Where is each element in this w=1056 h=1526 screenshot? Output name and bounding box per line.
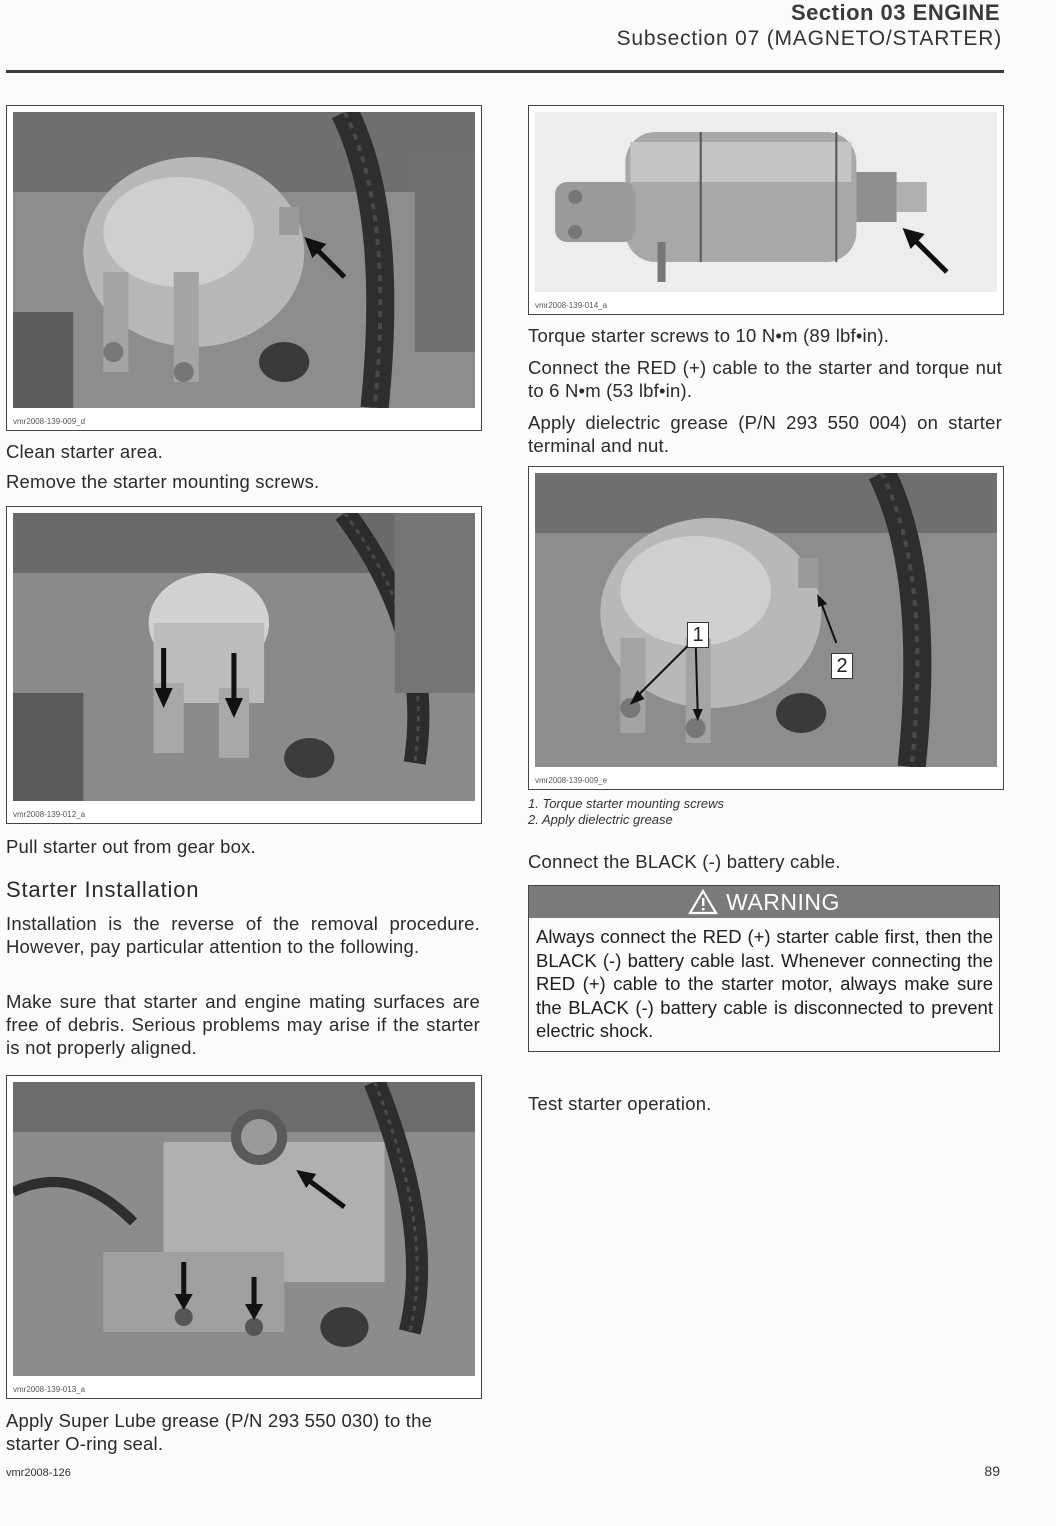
- warning-title: WARNING: [726, 888, 840, 915]
- figure-mounting-screws: [6, 506, 482, 824]
- paragraph: Connect the RED (+) cable to the starter and torque nut to 6 N•m (53 lbf•in).: [528, 357, 1002, 401]
- paragraph: Installation is the reverse of the removal procedure. However, pay particular attention to the following.: [6, 913, 480, 957]
- warning-triangle-icon: [688, 889, 718, 915]
- section-title: Section 03 ENGINE: [790, 0, 1000, 25]
- figure-id: vmr2008-139-014_a: [535, 301, 608, 310]
- legend-item-1: 1. Torque starter mounting screws: [528, 796, 725, 811]
- paragraph: Pull starter out from gear box.: [6, 836, 256, 857]
- callout-1: 1: [687, 622, 709, 648]
- warning-box: [528, 885, 1000, 1052]
- paragraph: Test starter operation.: [528, 1093, 712, 1114]
- figure-torque-callouts: [528, 466, 1004, 790]
- paragraph: Torque starter screws to 10 N•m (89 lbf•in).: [528, 325, 890, 346]
- paragraph: Make sure that starter and engine mating surfaces are free of debris. Serious problems may arise if the starter is not properly aligned.: [6, 991, 480, 1058]
- document-id: vmr2008-126: [6, 1467, 71, 1479]
- callout-2: 2: [831, 653, 853, 679]
- starter-area-photo: [13, 112, 475, 408]
- figure-id: vmr2008-139-013_a: [13, 1385, 86, 1394]
- mounting-screws-photo: [13, 513, 475, 801]
- legend-item-2: 2. Apply dielectric grease: [528, 812, 673, 827]
- section-heading: Starter Installation: [6, 877, 200, 902]
- paragraph: Apply dielectric grease (P/N 293 550 004) on starter terminal and nut.: [528, 412, 1002, 456]
- header-rule: [6, 70, 1004, 73]
- warning-text: Always connect the RED (+) starter cable first, then the BLACK (-) battery cable last. Whenever connecting the RED (+) cable to the starter motor, always make sure the BLACK (-) battery cable is disconnected to prevent electric shock.: [536, 926, 993, 1041]
- figure-id: vmr2008-139-009_e: [535, 776, 608, 785]
- figure-gearbox: [6, 1075, 482, 1399]
- starter-motor-photo: [535, 112, 997, 292]
- gearbox-photo: [13, 1082, 475, 1376]
- torque-callouts-photo: [535, 473, 997, 767]
- figure-starter-motor: [528, 105, 1004, 315]
- figure-starter-area: [6, 105, 482, 431]
- paragraph: Apply Super Lube grease (P/N 293 550 030) to the starter O-ring seal.: [6, 1410, 433, 1454]
- figure-id: vmr2008-139-009_d: [13, 417, 86, 426]
- warning-header: [529, 886, 999, 918]
- paragraph: Remove the starter mounting screws.: [6, 471, 320, 492]
- paragraph: Clean starter area.: [6, 441, 164, 462]
- figure-id: vmr2008-139-012_a: [13, 810, 86, 819]
- subsection-title: Subsection 07 (MAGNETO/STARTER): [616, 27, 1002, 50]
- page-number: 89: [984, 1463, 1000, 1479]
- paragraph: Connect the BLACK (-) battery cable.: [528, 851, 841, 872]
